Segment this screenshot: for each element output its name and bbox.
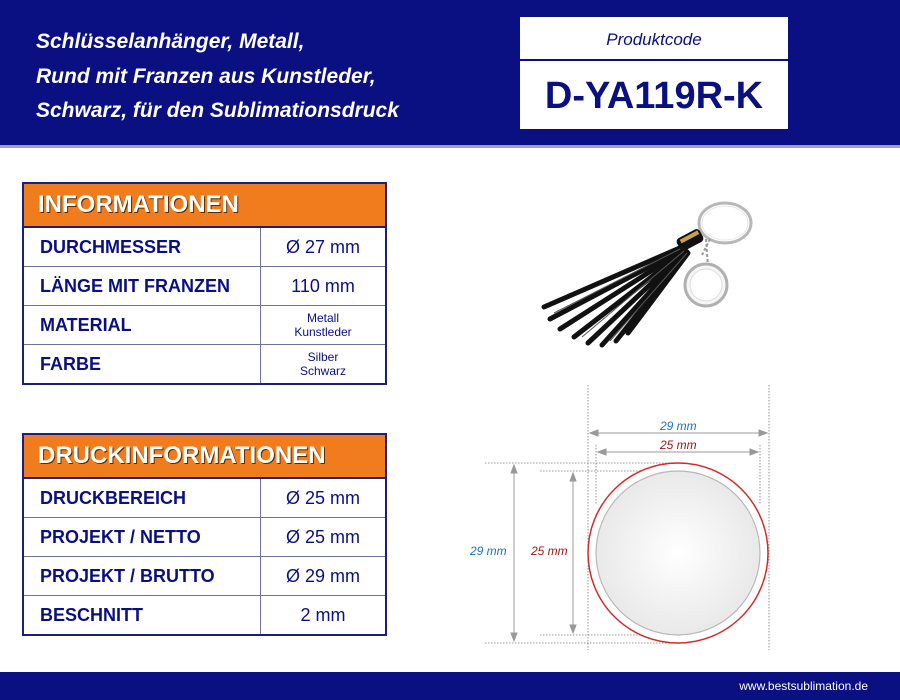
- table-row: [23, 596, 386, 636]
- row-value: [261, 345, 387, 385]
- website-link[interactable]: www.bestsublimation.de: [739, 679, 868, 693]
- product-code-value: D-YA119R-K: [544, 75, 764, 117]
- product-code-divider: [520, 59, 788, 61]
- row-label: BESCHNITT: [23, 596, 261, 636]
- row-label: LÄNGE MIT FRANZEN: [23, 267, 261, 306]
- outer-height-label: 29 mm: [470, 544, 507, 558]
- table-row: [23, 557, 386, 596]
- row-value: Ø 27 mm: [261, 227, 387, 267]
- information-table-title: INFORMATIONEN: [23, 183, 386, 227]
- value-line: Kunstleder: [294, 325, 352, 339]
- product-title-line-2: Rund mit Franzen aus Kunstleder,: [36, 65, 376, 88]
- row-value: Ø 25 mm: [261, 478, 387, 518]
- row-label: MATERIAL: [23, 306, 261, 345]
- product-title-line-3: Schwarz, für den Sublimationsdruck: [36, 99, 399, 122]
- table-row: [23, 478, 386, 518]
- row-value: Ø 29 mm: [261, 557, 387, 596]
- row-value: Ø 25 mm: [261, 518, 387, 557]
- row-label: DRUCKBEREICH: [23, 478, 261, 518]
- row-label: PROJEKT / NETTO: [23, 518, 261, 557]
- row-value: 110 mm: [261, 267, 387, 306]
- value-line: Silber: [307, 350, 339, 364]
- row-value: [261, 306, 387, 345]
- information-table: [22, 182, 387, 385]
- footer-bar: [0, 672, 900, 700]
- inner-height-label: 25 mm: [531, 544, 568, 558]
- product-title-line-1: Schlüsselanhänger, Metall,: [36, 30, 305, 53]
- table-row: [23, 518, 386, 557]
- print-table-title: DRUCKINFORMATIONEN: [23, 434, 386, 478]
- row-label: FARBE: [23, 345, 261, 385]
- value-line: Metall: [306, 311, 339, 325]
- row-label: DURCHMESSER: [23, 227, 261, 267]
- print-area-diagram: [480, 385, 780, 655]
- header-bar: [0, 0, 900, 148]
- value-line: Schwarz: [299, 364, 346, 378]
- row-value: 2 mm: [261, 596, 387, 636]
- product-code-label: Produktcode: [606, 30, 702, 49]
- product-code-box: [518, 15, 790, 131]
- keychain-product-image: [530, 195, 770, 365]
- inner-width-label: 25 mm: [660, 438, 697, 452]
- print-information-table: [22, 433, 387, 636]
- outer-width-label: 29 mm: [660, 419, 697, 433]
- table-row: [23, 227, 386, 267]
- table-row: [23, 345, 386, 385]
- table-row: [23, 267, 386, 306]
- row-label: PROJEKT / BRUTTO: [23, 557, 261, 596]
- table-row: [23, 306, 386, 345]
